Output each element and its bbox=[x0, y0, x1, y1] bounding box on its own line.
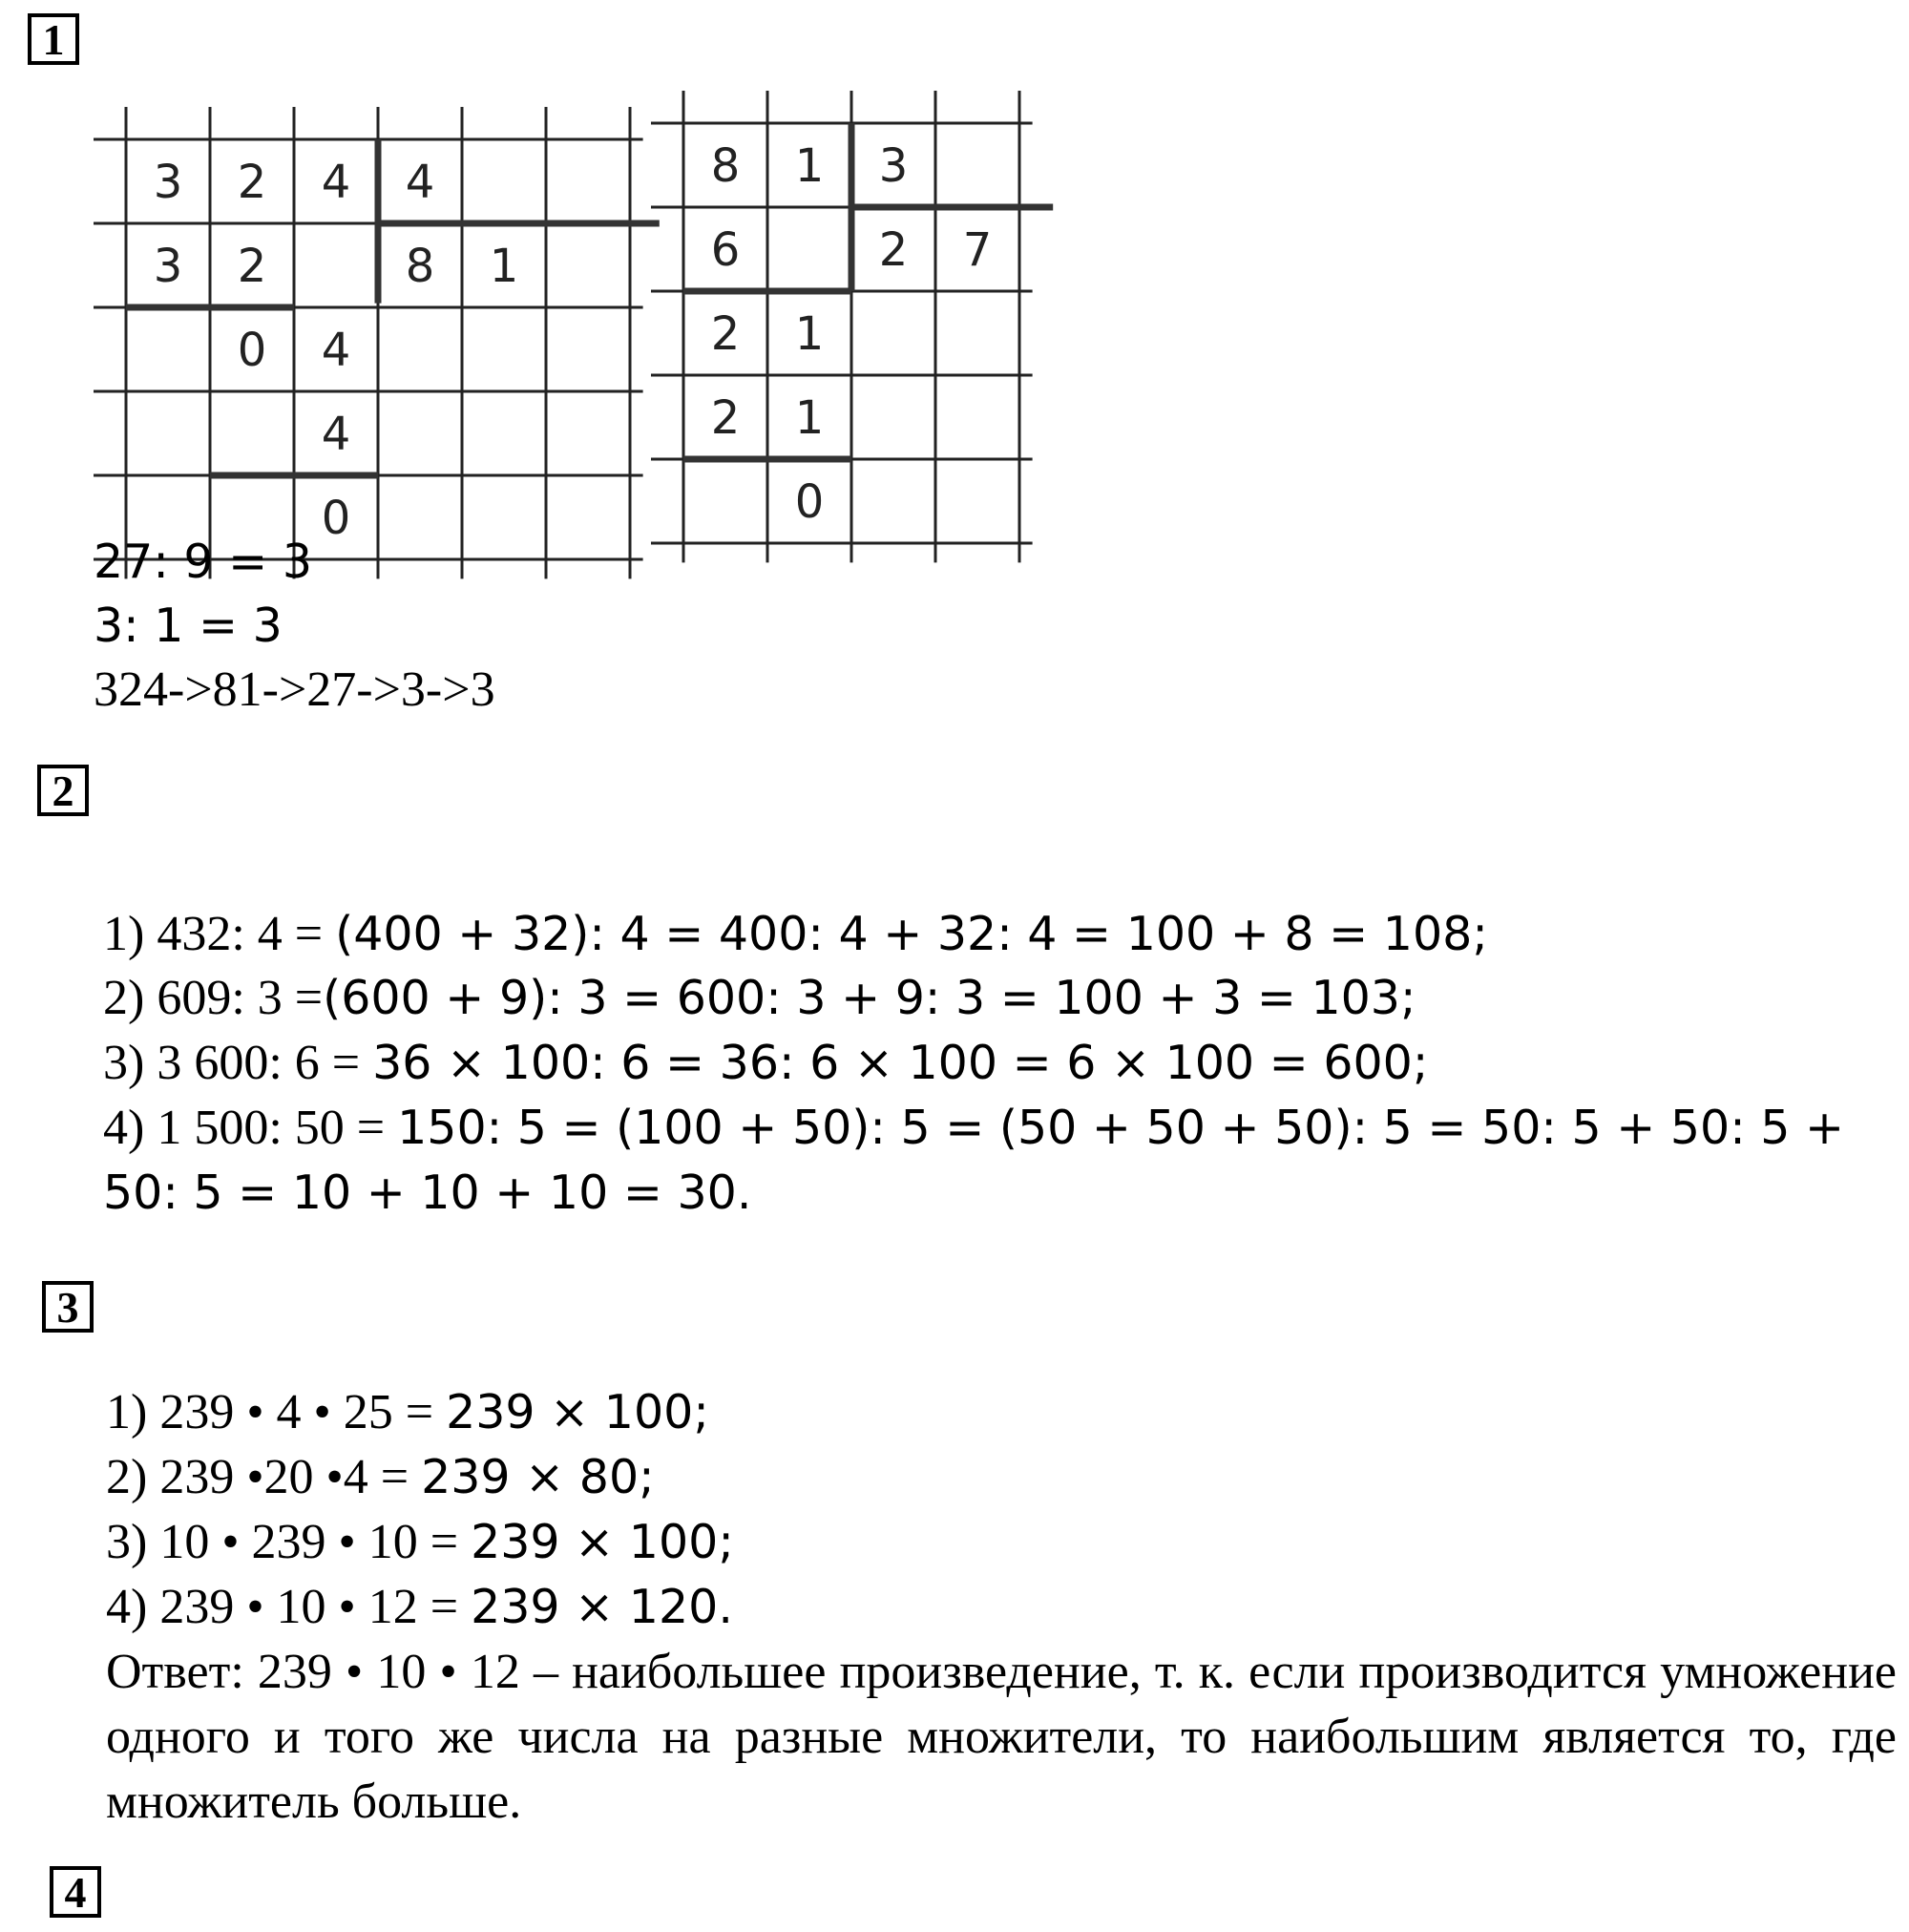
task1-line-1: 27: 9 = 3 bbox=[94, 535, 312, 589]
task3-line-1: 1) 239 • 4 • 25 = 239 × 100; bbox=[106, 1385, 709, 1439]
digit-cell: 1 bbox=[489, 240, 519, 293]
digit-cell: 1 bbox=[794, 139, 825, 193]
task2-line-1: 1) 432: 4 = (400 + 32): 4 = 400: 4 + 32: 4 = 100 + 8 = 108; bbox=[103, 907, 1488, 961]
digit-cell: 4 bbox=[321, 156, 351, 209]
division-grid bbox=[94, 107, 647, 545]
digit-cell: 2 bbox=[237, 240, 267, 293]
digit-cell: 4 bbox=[321, 408, 351, 461]
digit-cell: 2 bbox=[710, 391, 741, 445]
digit-cell: 1 bbox=[794, 307, 825, 361]
digit-cell: 3 bbox=[878, 139, 909, 193]
task-number-2: 2 bbox=[37, 765, 89, 816]
digit-cell: 8 bbox=[405, 240, 435, 293]
task3-line-2: 2) 239 •20 •4 = 239 × 80; bbox=[106, 1450, 655, 1504]
digit-cell: 0 bbox=[321, 492, 351, 545]
digit-cell: 8 bbox=[710, 139, 741, 193]
digit-cell: 2 bbox=[710, 307, 741, 361]
digit-cell: 0 bbox=[794, 475, 825, 529]
task-number-1: 1 bbox=[28, 13, 79, 65]
digit-cell: 4 bbox=[321, 324, 351, 377]
digit-cell: 6 bbox=[710, 223, 741, 277]
digit-cell: 2 bbox=[878, 223, 909, 277]
long-division-324-by-4 bbox=[94, 107, 647, 545]
task3-answer: Ответ: 239 • 10 • 12 – наибольшее произведение, т. к. если производится умножение одного и того же числа на разные множители, то наибольшим является то, где множитель больше. bbox=[106, 1645, 1897, 1829]
digit-cell: 1 bbox=[794, 391, 825, 445]
task3-line-4: 4) 239 • 10 • 12 = 239 × 120. bbox=[106, 1580, 733, 1634]
digit-cell: 2 bbox=[237, 156, 267, 209]
task1-line-2: 3: 1 = 3 bbox=[94, 598, 283, 653]
long-division-81-by-3 bbox=[651, 91, 1052, 530]
task2-line-4: 4) 1 500: 50 = 150: 5 = (100 + 50): 5 = (50 + 50 + 50): 5 = 50: 5 + 50: 5 + bbox=[103, 1101, 1845, 1155]
task2-line-5: 50: 5 = 10 + 10 + 10 = 30. bbox=[103, 1166, 752, 1220]
task-number-4: 4 bbox=[50, 1866, 101, 1918]
digit-cell: 3 bbox=[153, 240, 183, 293]
digit-cell: 3 bbox=[153, 156, 183, 209]
task1-line-3: 324->81->27->3->3 bbox=[94, 662, 495, 717]
task2-line-2: 2) 609: 3 =(600 + 9): 3 = 600: 3 + 9: 3 = 100 + 3 = 103; bbox=[103, 971, 1416, 1025]
digit-cell: 0 bbox=[237, 324, 267, 377]
task3-line-3: 3) 10 • 239 • 10 = 239 × 100; bbox=[106, 1515, 734, 1569]
division-grid bbox=[651, 91, 1052, 530]
digit-cell: 7 bbox=[962, 223, 993, 277]
task-number-3: 3 bbox=[42, 1281, 94, 1333]
task2-line-3: 3) 3 600: 6 = 36 × 100: 6 = 36: 6 × 100 = 6 × 100 = 600; bbox=[103, 1036, 1429, 1090]
digit-cell: 4 bbox=[405, 156, 435, 209]
